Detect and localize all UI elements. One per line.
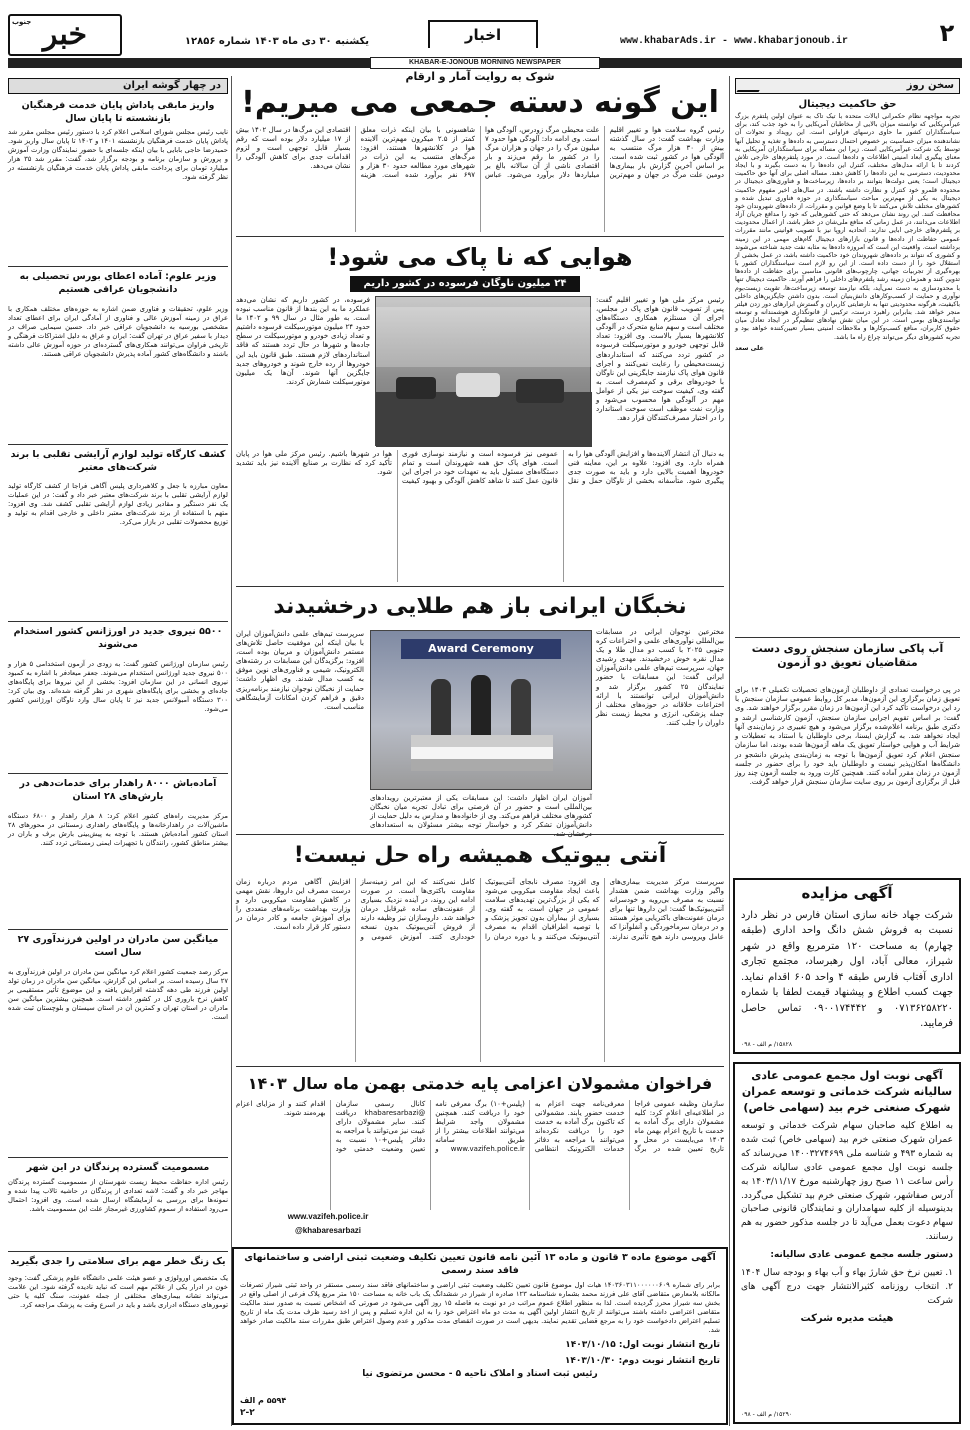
left-article-title: یک زنگ خطر مهم برای سلامتی را جدی بگیرید — [10, 1256, 226, 1267]
pen-icon — [737, 80, 766, 92]
main-headline: این گونه دسته جمعی می میریم! — [241, 85, 719, 120]
logo-tag: جنوب — [12, 18, 32, 26]
left-article-title: وزیر علوم: آماده اعطای بورس تحصیلی به دانشجویان عراقی هستیم — [19, 271, 217, 296]
meeting-ad-agenda-title: دستور جلسه مجمع عمومی عادی سالیانه: — [770, 1250, 953, 1261]
column-divider — [231, 76, 232, 1426]
left-article-title: مسمومیت گسترده پرندگان در این شهر — [26, 1162, 210, 1173]
auction-ad-title: آگهی مزایده — [801, 884, 893, 902]
editorial-signature: علی سعد — [735, 344, 764, 352]
main-body: رئیس گروه سلامت هوا و تغییر اقلیم وزارت بهداشت گفت: در سال گذشته بیش از ۳۰ هزار مرگ منتسب به آلودگی هوا در کشور ثبت شده است. بر اساس آخرین گزارش بار بیماری‌ها دومین علت مرگ در جهان و مهم‌ترین علت محیطی مرگ زودرس، آلودگی هوا است. وی ادامه داد: آلودگی هوا حدود ۷ میلیون مرگ را در جهان و هزاران مرگ را در کشور ما رقم می‌زند و بار اقتصادی ناشی از آن سالانه بالغ بر میلیاردها دلار برآورد می‌شود. عباس شاهسونی با بیان اینکه ذرات معلق کمتر از ۲.۵ میکرون مهم‌ترین آلاینده هوا در کلانشهرها هستند، افزود: مرگ‌های منتسب به این ذرات در شهرهای مورد مطالعه حدود ۳۰ هزار و ۶۹۷ نفر برآورد شده است. هزینه اقتصادی این مرگ‌ها در سال ۱۴۰۲ بیش از ۱۷ میلیارد دلار بوده است که رقم بسیار قابل توجهی است و لزوم اقدامات جدی برای کاهش آلودگی را نشان می‌دهد. — [236, 126, 724, 180]
divider — [8, 1251, 228, 1252]
issue-dateline: یکشنبه ۳۰ دی ماه ۱۴۰۳ شماره ۱۲۸۵۶ — [184, 36, 370, 47]
elite-body-right: مخترعین نوجوان ایرانی در مسابقات بین‌المللی نوآوری‌های علمی و اختراعات کره جنوبی ۲۰۲۵ با کسب دو مدال طلا و یک مدال نقره خوش درخشیدند. مهدی رشیدی جهان، سرپرست تیم‌های علمی دانش‌آموزان ایرانی گفت: این مسابقات با حضور نمایندگان ۲۵ کشور برگزار شد و دانش‌آموزان ایرانی توانستند با ارائه اختراعات خلاقانه در حوزه‌های مختلف از جمله پزشکی، انرژی و محیط زیست نظر داوران را جلب کنند. — [596, 628, 724, 727]
person-shape — [431, 679, 451, 735]
land-title-ad-code: ۵۵۹۴ م الف — [240, 1396, 287, 1406]
air-body-right: رئیس مرکز ملی هوا و تغییر اقلیم گفت: پس از تصویب قانون هوای پاک در مجلس، اجرای آن مستلزم همکاری دستگاه‌های مختلف است و سهم منابع متحرک در آلودگی کلانشهرها بسیار بالاست. وی افزود: تعداد قابل توجهی خودرو و موتورسیکلت فرسوده در کشور تردد می‌کنند که استانداردهای زیست‌محیطی را رعایت نمی‌کنند و اجرای قانون هوای پاک نیازمند جایگزینی این ناوگان با خودروهای برقی و کم‌مصرف است. به گفته وی، کیفیت سوخت نیز یکی از عوامل مهم در آلودگی هوا محسوب می‌شود و وزارت نفت موظف است سوخت استاندارد را در اختیار مصرف‌کنندگان قرار دهد. — [596, 296, 724, 423]
logo-text: خبر — [42, 17, 88, 52]
left-article-body: مرکز رصد جمعیت کشور اعلام کرد میانگین سن مادران در اولین فرزندآوری به ۲۷ سال رسیده است. بر اساس این گزارش، میانگین سن مادران در زمان تولد اولین فرزند طی دهه گذشته افزایش یافته و این موضوع تأثیر مستقیمی بر کاهش نرخ باروری کل در کشور داشته است. همچنین بیشترین میانگین سن مادران در استان تهران و کمترین آن در استان سیستان و بلوچستان ثبت شده است. — [8, 968, 228, 1021]
elite-body-middle: سرپرست تیم‌های علمی دانش‌آموزان ایران با بیان اینکه این موفقیت حاصل تلاش‌های مستمر دانش‌آموزان و مربیان بوده است، افزود: برگزیدگان این مسابقات در رشته‌های الکترونیک، شیمی و فناوری‌های نوین موفق به کسب مدال شدند. وی اظهار داشت: حمایت از نخبگان نوجوان نیازمند برنامه‌ریزی دقیق و فراهم کردن امکانات آزمایشگاهی مناسب است. — [236, 630, 364, 711]
car-shape — [396, 377, 436, 399]
antibiotic-body: سرپرست مرکز مدیریت بیماری‌های واگیر وزارت بهداشت ضمن هشدار نسبت به مصرف بی‌رویه و خودسرانه آنتی‌بیوتیک‌ها گفت: این داروها تنها برای درمان عفونت‌های باکتریایی موثر هستند و در درمان سرماخوردگی و آنفلوآنزا که عامل ویروسی دارند هیچ تأثیری ندارند. وی افزود: مصرف نابجای آنتی‌بیوتیک باعث ایجاد مقاومت میکروبی می‌شود که یکی از بزرگ‌ترین تهدیدهای سلامت عمومی در جهان است. به گفته وی، بسیاری از بیماران بدون تجویز پزشک و با توصیه اطرافیان اقدام به مصرف آنتی‌بیوتیک می‌کنند و یا دوره درمان را کامل نمی‌کنند که این امر زمینه‌ساز مقاومت باکتری‌ها است. در صورت ادامه این روند، در آینده نزدیک بسیاری از عفونت‌های ساده غیرقابل درمان خواهند شد. داروسازان نیز وظیفه دارند از فروش آنتی‌بیوتیک بدون نسخه خودداری کنند. آموزش عمومی و افزایش آگاهی مردم درباره زمان درست مصرف این داروها، نقش مهمی در کاهش مقاومت میکروبی دارد و وزارت بهداشت برنامه‌های متعددی را برای آموزش جامعه و کادر درمان در دستور کار قرار داده است. — [236, 878, 724, 941]
left-article-body: رئیس اداره حفاظت محیط زیست شهرستان از مسمومیت گسترده پرندگان مهاجر خبر داد و گفت: لاشه تعدادی از پرندگان در حاشیه تالاب پیدا شده و نمونه‌ها برای بررسی به آزمایشگاه ارسال شده است. وی افزود: احتمال می‌رود استفاده از سموم کشاورزی غیرمجاز علت این مسمومیت باشد. — [8, 1178, 228, 1213]
page-number: ۲ — [939, 19, 955, 47]
auction-ad — [733, 878, 961, 1054]
test-article-headline: آب پاکی سازمان سنجش روی دست متقاضیان تعویق دو آزمون — [751, 642, 944, 670]
divider — [8, 444, 228, 445]
page-footer-mark: ۲-۲ — [240, 1408, 255, 1419]
newspaper-logo — [8, 14, 122, 56]
left-article-body: معاون مبارزه با جعل و کلاهبرداری پلیس آگاهی فراجا از کشف کارگاه تولید لوازم آرایشی تقلبی با برند شرکت‌های معتبر خبر داد و گفت: در این عملیات یک نفر دستگیر و مقادیر زیادی لوازم آرایشی تقلبی کشف شد. وی افزود: متهم با استفاده از برند شرکت‌های معتبر داخلی و خارجی اقدام به تولید و توزیع محصولات تقلبی در بازار می‌کرد. — [8, 482, 228, 526]
auction-ad-body: شرکت جهاد خانه سازی استان فارس در نظر دارد نسبت به فروش شش دانگ واحد اداری (طبقه چهارم) به مساحت ۱۲۰ مترمربع واقع در شهر شیراز، معالی آباد، اول رهبرساد، مجتمع تجاری اداری آفتاب فارس طبقه ۴ واحد ۶۰۵ اقدام نماید. جهت کسب اطلاع و پیشنهاد قیمت لطفا با شماره ۰۷۱۳۶۲۵۸۲۲۰ و ۰۹۰۰۱۷۴۴۴۲ تماس حاصل فرمایید. — [741, 909, 954, 1030]
recruit-body: سازمان وظیفه عمومی فراجا در اطلاعیه‌ای اعلام کرد: کلیه مشمولان دارای برگ آماده به خدمت با تاریخ اعزام بهمن ماه ۱۴۰۳ می‌بایست در محل و تاریخ تعیین شده در برگ معرفی‌نامه جهت اعزام به خدمت حضور یابند. مشمولانی که تاکنون برگ آماده به خدمت خود را دریافت نکرده‌اند می‌توانند با مراجعه به دفاتر خدمات الکترونیک انتظامی (پلیس+۱۰) برگ معرفی نامه خود را دریافت کنند. همچنین مشمولان واجد شرایط می‌توانند اطلاعات بیشتر را از طریق سامانه www.vazifeh.police.ir و کانال رسمی سازمان @khabaresarbazi دریافت کنند. سایر مشمولان دارای غیبت نیز می‌توانند با مراجعه به دفاتر پلیس+۱۰ نسبت به تعیین وضعیت خدمتی خود اقدام کنند و از مزایای اعزام بهره‌مند شوند. — [236, 1100, 724, 1154]
divider — [8, 773, 228, 774]
land-title-ad-body: برابر رای شماره ۱۴۰۳۶۰۳۱۱۰۰۰۰۰۰۶۰۹ هیات اول موضوع قانون تعیین تکلیف وضعیت ثبتی اراضی و ساختمانهای فاقد سند رسمی مستقر در واحد ثبتی شیراز تصرفات مالکانه بلامعارض متقاضی آقای علی فرزند محمد بشماره شناسنامه ۱۲۳ صادره از شیراز در ششدانگ یک باب خانه به مساحت ۱۵۰ متر مربع پلاک فرعی از اصلی واقع در بخش سه شیراز محرز گردیده است. لذا به منظور اطلاع عموم مراتب در دو نوبت به فاصله ۱۵ روز آگهی می‌شود در صورتی که اشخاص نسبت به صدور سند مالکیت متقاضی اعتراضی داشته باشند می‌توانند از تاریخ انتشار اولین آگهی به مدت دو ماه اعتراض خود را به این اداره تسلیم و پس از اخذ رسید ظرف مدت یک ماه از تاریخ تسلیم اعتراض دادخواست خود را به مرجع قضایی تقدیم نمایند. بدیهی است در صورت انقضای مدت مذکور و عدم وصول اعتراض طبق مقررات سند مالکیت صادر خواهد شد. — [240, 1280, 720, 1335]
auction-ad-code: ۱۵۸۲۸/ م الف - ۰۹۸ — [741, 1041, 793, 1049]
left-article-title: آماده‌باش ۸۰۰۰ راهدار برای خدمات‌دهی در بارش‌های ۲۸ استان — [19, 778, 217, 803]
divider — [236, 834, 724, 835]
left-article-body: رئیس سازمان اورژانس کشور گفت: به زودی در آزمون استخدامی ۵ هزار و ۵۰۰ نیروی جدید اورژانس استخدام می‌شوند. جعفر میعادفر با اشاره به کمبود نیروی انسانی در این سازمان افزود: بخشی از این نیروها برای پایگاه‌های جاده‌ای و بخشی برای پایگاه‌های شهری در نظر گرفته شده‌اند. وی بیان کرد: ۳۰۰ دستگاه آمبولانس جدید نیز تا پایان سال وارد ناوگان اورژانس کشور می‌شود. — [8, 660, 229, 713]
person-shape — [471, 675, 491, 735]
editorial-title: حق حاکمیت دیجیتال — [798, 99, 897, 110]
section-title: اخبار — [428, 20, 538, 48]
traffic-pollution-photo — [375, 296, 591, 446]
editorial-column-title: سخن روز — [906, 80, 954, 91]
air-body-left: فرسوده، در کشور داریم که نشان می‌دهد عملکرد ما به این بندها از قانون مناسب نبوده است. به طور مثال در سال ۹۹ و ۱۴۰۲ ما حدود ۲۴ میلیون موتورسیکلت فرسوده داشتیم و تعداد زیادی خودرو و موتورسیکلت در سطح جاده‌ها و شهرها در حال تردد هستند که فاقد استانداردهای لازم هستند. طبق قانون باید این خودروها از رده خارج شوند و خودروهای جدید جایگزین آنها شوند. آن‌ها یک میلیون موتورسیکلت شمارش کردند. — [236, 296, 370, 386]
land-title-ad-title: آگهی موضوع ماده ۳ قانون و ماده ۱۳ آئین نامه قانون تعیین تکلیف وضعیت ثبتی اراضی و ساختمانهای فاقد سند رسمی — [244, 1252, 716, 1276]
divider — [8, 929, 228, 930]
left-article-title: ۵۵۰۰ نیروی جدید در اورژانس کشور استخدام می‌شوند — [13, 626, 223, 651]
editorial-text: تجربه مواجهه نظام حکمرانی ایالات متحده با تیک تاک به عنوان اولین پلتفرم بزرگ غیرآمریکایی که توانسته میزان بالایی از مخاطبان آمریکایی را به خود جذب کند، برای سیاستگذاران کشور ما حاوی درسهای فراوانی است. این رویداد و تحولات آن نشاندهنده میزان حساسیت بر خصوص احتمال دسترسی به داده‌ها و تغذیه و تحلیل آنها توسط یک شرکت غیرآمریکایی است. زیرا این مساله برای سیاستگذاران آمریکایی به معنای پیگیری ابعاد امنیتی اطلاعات و داده‌ها است. در مورد پلتفرم‌های خارجی تلاش کردند تا با ارائه مدل‌های مختلف، کنترل این داده‌ها را به دست بگیرند و با ایجاد محدودیت، دسترسی به این داده‌ها را کاهش دهند. مساله اصلی برای آنها حق حاکمیت دیجیتال است؛ یعنی دولت‌ها بتوانند بر داده‌ها، زیرساخت‌ها و فناوری‌های دیجیتال در محدوده قلمرو خود کنترل و نظارت داشته باشند. در سال‌های اخیر مفهوم حاکمیت دیجیتال به یکی از مهم‌ترین مباحث سیاستگذاری در حوزه فناوری تبدیل شده و کشورهای مختلف تلاش می‌کنند تا با وضع قوانین و مقررات، از داده‌های شهروندان خود محافظت کنند. این روند نشان می‌دهد که حتی کشورهایی که خود را مدافع جریان آزاد اطلاعات می‌دانند، در عمل زمانی که منافع ملی‌شان در خطر باشد، از اعمال محدودیت بر پلتفرم‌های خارجی ابایی ندارند. اتحادیه اروپا نیز با تصویب قوانینی مانند مقررات عمومی حفاظت از داده‌ها و قانون بازارهای دیجیتال گام‌های مهمی در این زمینه برداشته است. واقعیت این است که امروزه داده‌ها به مثابه نفت جدید شناخته می‌شوند و کشوری که نتواند بر داده‌های شهروندان خود حاکمیت داشته باشد، در عمل بخشی از استقلال خود را از دست داده است. از این رو لازم است سیاستگذاران کشور با بهره‌گیری از تجربیات جهانی، چارچوب‌های قانونی مناسبی برای حفاظت از داده‌ها تدوین کنند و همزمان زمینه رشد پلتفرم‌های داخلی را فراهم آورند. حاکمیت دیجیتال تنها با محدودسازی به دست نمی‌آید، بلکه نیازمند توسعه زیرساخت‌ها، تقویت زیست‌بوم نوآوری و حمایت از کسب‌وکارهای دانش‌بنیان است. بدون داشتن جایگزین‌های داخلی باکیفیت، هرگونه محدودیتی تنها به نارضایتی کاربران و گسترش ابزارهای دور زدن فیلتر منجر خواهد شد. بنابراین راهبرد درست، ترکیبی از قانونگذاری هوشمندانه و توسعه توانمندی‌های بومی است. در این میان نقش نهادهای تنظیم‌گر در ایجاد تعادل میان حقوق کاربران، منافع کسب‌وکارها و ملاحظات امنیتی بسیار تعیین‌کننده خواهد بود و تجربه کشورهای دیگر می‌تواند چراغ راه ما باشد. — [735, 113, 960, 341]
divider — [8, 266, 228, 267]
regional-news-header: در چهار گوشه ایران — [8, 78, 228, 94]
meeting-ad — [733, 1062, 961, 1424]
air-headline: هوایی که نا پاک می شود! — [327, 243, 633, 271]
antibiotic-headline: آنتی بیوتیک همیشه راه حل نیست! — [293, 843, 667, 868]
iran-flag — [411, 735, 553, 771]
recruit-website-link[interactable]: www.vazifeh.police.ir — [287, 1212, 369, 1221]
land-title-ad-date-first: تاریخ انتشار نوبت اول: ۱۴۰۳/۱۰/۱۵ — [565, 1339, 720, 1350]
left-article-title: کشف کارگاه تولید لوازم آرایشی تقلبی با برند شرکت‌های معتبر — [10, 449, 226, 474]
air-body-bottom: به دنبال آن انتشار آلاینده‌ها و افزایش آلودگی هوا را به همراه دارد. وی افزود: علاوه بر این، معاینه فنی خودروها اهمیت بالایی دارد و باید به صورت جدی پیگیری شود. متأسفانه بخشی از ناوگان حمل و نقل عمومی نیز فرسوده است و نیازمند نوسازی فوری است. هوای پاک حق همه شهروندان است و تمام دستگاه‌های مسئول باید به تعهدات خود در اجرای این قانون عمل کنند تا شاهد کاهش آلودگی و بهبود کیفیت هوا در شهرها باشیم. رئیس مرکز ملی هوا در پایان تأکید کرد که نظارت بر صنایع آلاینده نیز باید تشدید شود. — [236, 450, 724, 486]
land-title-ad-signature: رئیس ثبت اسناد و املاک ناحیه ۵ - محسن مرتضوی نیا — [362, 1369, 598, 1380]
column-divider — [729, 76, 730, 1426]
land-title-ad — [232, 1247, 728, 1425]
left-article-title: میانگین سن مادران در اولین فرزندآوری ۲۷ سال است — [17, 934, 219, 959]
elite-headline: نخبگان ایرانی باز هم طلایی درخشیدند — [273, 594, 687, 619]
divider — [236, 1066, 724, 1067]
left-article-body: نایب رئیس مجلس شورای اسلامی اعلام کرد با دستور رئیس مجلس مقرر شد پاداش پایان خدمت فرهنگیان بازنشسته ۱۴۰۱ و ۱۴۰۲ تا پایان سال واریز شود. حمیدرضا حاجی بابایی با بیان اینکه جلسه‌ای با حضور نمایندگان وزارت آموزش و پرورش و سازمان برنامه و بودجه برگزار شد، گفت: مقرر شد ۳۵ هزار میلیارد تومان برای پرداخت مابقی پاداش پایان خدمت فرهنگیان بازنشسته در نظر گرفته شود. — [8, 128, 228, 181]
banner-text: KHABAR-E-JONOUB MORNING NEWSPAPER — [370, 57, 600, 69]
meeting-ad-body: به اطلاع کلیه صاحبان سهام شرکت خدماتی و توسعه عمران شهرک صنعتی خرم بید (سهامی خاص) ثبت شده به شماره ۴۹۳ و شناسه ملی ۱۴۰۰۳۲۷۴۶۹۹ می‌رساند که جلسه نوبت اول مجمع عمومی عادی سالیانه شرکت رأس ساعت ۱۱ صبح روز چهارشنبه مورخ ۱۴۰۳/۱۱/۱۷ به آدرس صفاشهر، شهرک صنعتی خرم بید تشکیل می‌گردد. بدینوسیله از کلیه سهامداران و نمایندگان قانونی صاحبان سهام دعوت بعمل می‌آید تا در جلسه مذکور حضور به هم رسانند. — [741, 1120, 953, 1243]
car-shape — [456, 373, 500, 397]
meeting-ad-code: ۱۵۲۹۰/ م الف - ۰۹۸ — [741, 1411, 793, 1419]
left-article-title: واریز مابقی پاداش پایان خدمت فرهنگیان بازنشسته تا پایان سال — [21, 100, 215, 125]
divider — [236, 236, 724, 237]
left-article-body: یک متخصص اورولوژی و عضو هیئت علمی دانشگاه علوم پزشکی گفت: وجود خون در ادرار یکی از علائم مهم است که نباید نادیده گرفته شود. این علامت می‌تواند نشانه بیماری‌های مختلفی از جمله عفونت، سنگ کلیه یا حتی تومورهای دستگاه ادراری باشد و باید در اسرع وقت به پزشک مراجعه کرد. — [8, 1274, 228, 1309]
meeting-ad-agenda: ۱. تعیین نرخ حق شارژ بهاء و آب بهاء و بودجه سال ۱۴۰۴ ۲. انتخاب روزنامه کثیرالانتشار جهت درج آگهی های شرکت — [741, 1268, 953, 1307]
meeting-ad-signature: هیئت مدیره شرکت — [800, 1313, 894, 1324]
left-article-body: مرکز مدیریت راه‌های کشور اعلام کرد: ۸ هزار راهدار و ۶۸۰۰ دستگاه ماشین‌آلات در راهدارخانه‌ها و پایگاه‌های راهداری زمستانی در محورهای ۲۸ استان کشور آماده‌باش هستند. با توجه به پیش‌بینی بارش برف و باران در بیشتر مناطق کشور، رانندگان با تجهیزات ایمنی زمستانی تردد کنند. — [8, 812, 228, 847]
test-article-body: در پی درخواست تعدادی از داوطلبان آزمون‌های تحصیلات تکمیلی ۱۴۰۴ برای تعویق زمان برگزاری این آزمون‌ها، مدیر کل روابط عمومی سازمان سنجش با رد این درخواست تأکید کرد این آزمون‌ها در زمان مقرر برگزار خواهند شد. وی گفت: بر اساس تقویم اجرایی سازمان سنجش، آزمون کارشناسی ارشد و دکتری طبق برنامه اعلام‌شده برگزار می‌شود و هیچ تغییری در زمان‌بندی آنها ایجاد نخواهد شد. به گزارش ایسنا، برخی داوطلبان با استناد به تعطیلات و شرایط آب و هوایی خواستار تعویق یک ماهه آزمون‌ها شده بودند، اما سازمان سنجش اعلام کرد تعویق آزمون‌ها با توجه به زمان‌بندی پذیرش دانشجو در دانشگاه‌ها امکان‌پذیر نیست و داوطلبان باید خود را برای حضور در جلسه آزمون در زمان مقرر آماده کنند. همچنین کارت ورود به جلسه آزمون چند روز قبل از برگزاری آزمون بر روی سایت سازمان سنجش قرار خواهد گرفت. — [735, 686, 960, 787]
land-title-ad-date-second: تاریخ انتشار نوبت دوم: ۱۴۰۳/۱۰/۳۰ — [564, 1355, 720, 1366]
divider — [735, 637, 960, 638]
award-banner: Award Ceremony — [401, 639, 561, 659]
divider — [236, 586, 724, 587]
award-ceremony-photo — [370, 630, 592, 790]
air-subheadline: ۲۴ میلیون ناوگان فرسوده در کشور داریم — [350, 276, 580, 292]
divider — [8, 621, 228, 622]
person-shape — [511, 679, 531, 735]
smog-layer — [376, 307, 592, 367]
recruit-headline: فراخوان مشمولان اعزامی پایه خدمتی بهمن ماه سال ۱۴۰۳ — [247, 1074, 713, 1093]
elite-body-left: آموزان ایران اظهار داشت: این مسابقات یکی از معتبرترین رویدادهای بین‌المللی است و حضور در آن فرصتی برای تبادل تجربه میان نخبگان کشورهای مختلف فراهم می‌کند. وی از خانواده‌ها و مدارس به دلیل حمایت از دانش‌آموزان تشکر کرد و خواستار توجه بیشتر مسئولان به استعدادهای — [370, 794, 592, 830]
editorial-header — [735, 78, 960, 94]
recruit-channel-link[interactable]: @khabaresarbazi — [294, 1226, 362, 1235]
car-shape — [516, 379, 564, 403]
divider — [8, 1157, 228, 1158]
editorial-body — [735, 113, 960, 633]
left-article-body: وزیر علوم، تحقیقات و فناوری ضمن اشاره به حوزه‌های مختلف همکاری با عراق در زمینه آموزش عالی و فناوری از آمادگی ایران برای اعطای تعداد مشخصی بورسیه به دانشجویان عراقی خبر داد. حسین سیمایی صراف در دیدار با سفیر عراق در تهران گفت: ایران و عراق به دلیل اشتراکات فرهنگی و تاریخی فراوان می‌توانند همکاری‌های گسترده‌ای در حوزه آموزش عالی داشته باشند و دانشگاه‌های کشور آماده پذیرش دانشجویان عراقی هستند. — [8, 305, 228, 358]
meeting-ad-title: آگهی نوبت اول مجمع عمومی عادی سالیانه شرکت خدماتی و توسعه عمران شهرک صنعتی خرم بید (سهامی خاص) — [741, 1069, 953, 1114]
main-kicker: شوک به روایت آمار و ارقام — [405, 70, 555, 83]
website-urls[interactable]: www.khabarAds.ir - www.khabarjonoub.ir — [620, 36, 849, 47]
